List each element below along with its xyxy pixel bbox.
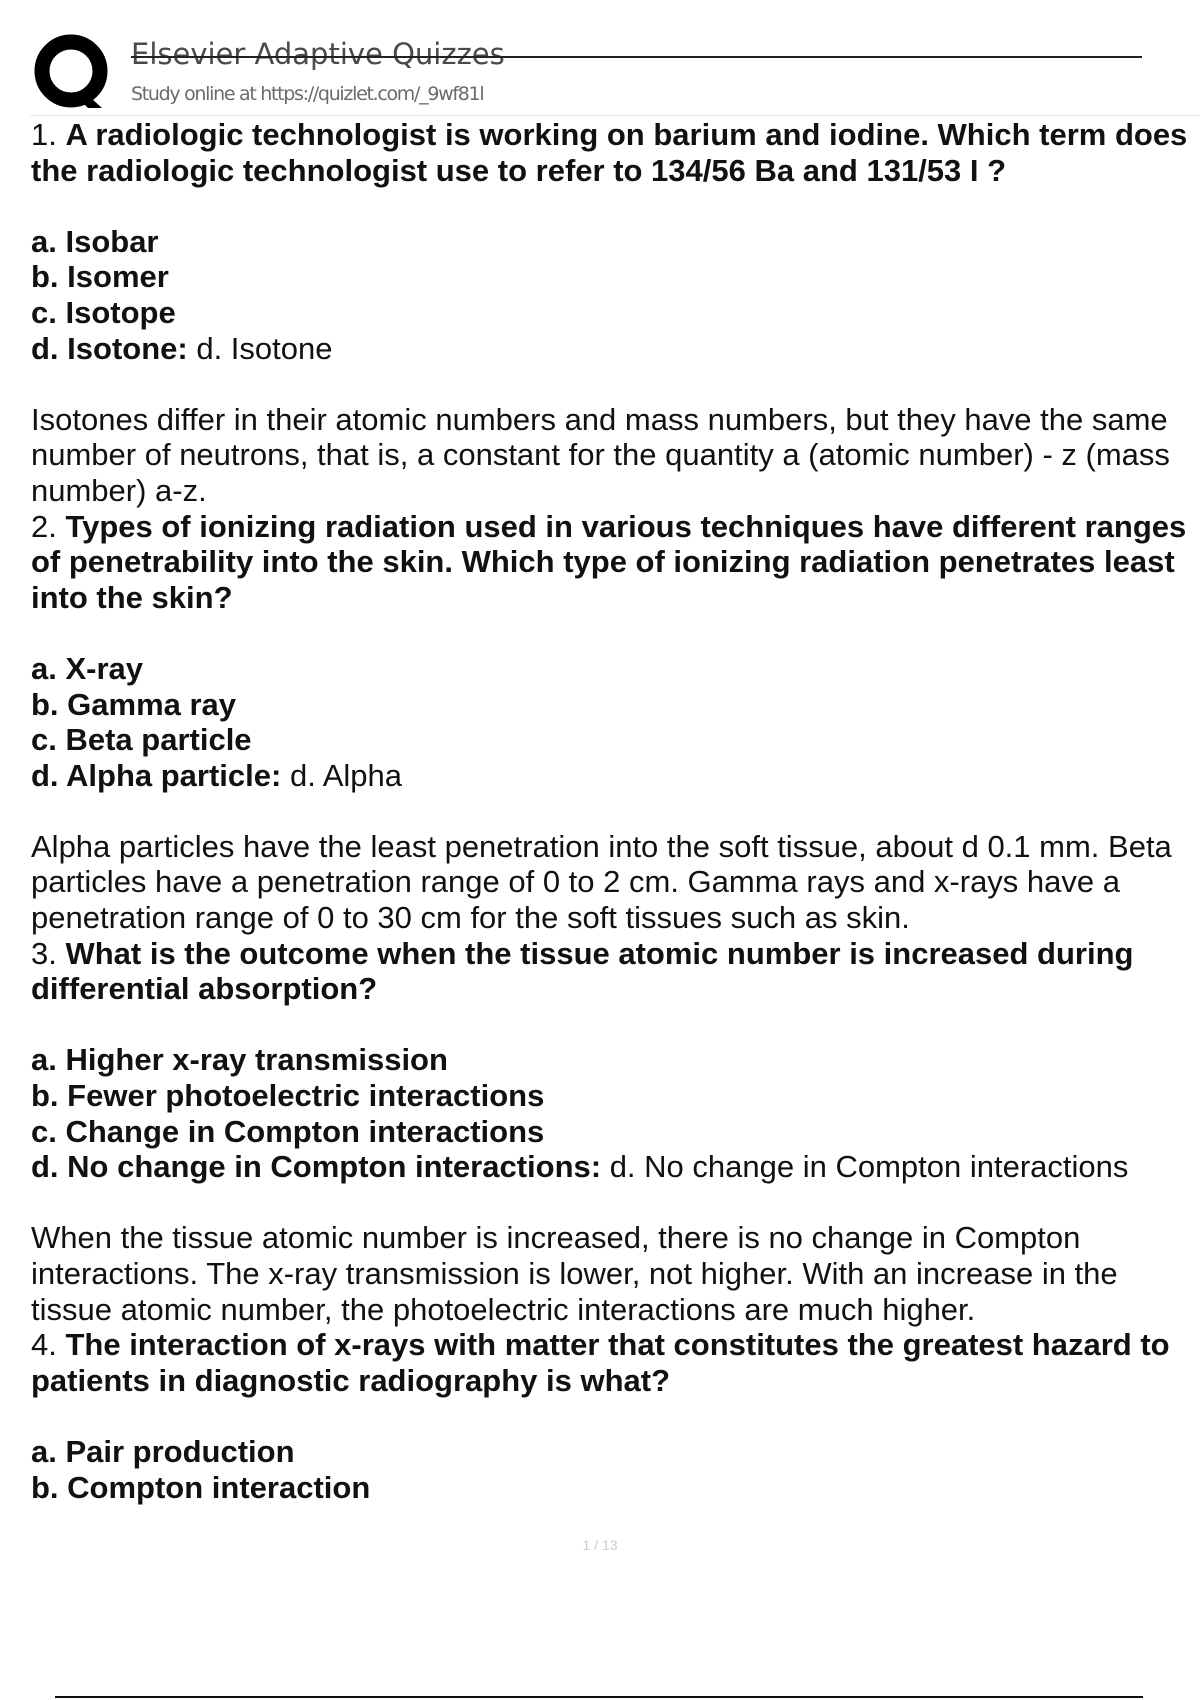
question-text: A radiologic technologist is working on barium and iodine. Which term does the radiologic technologist use to refer to 134/56 Ba and 131/53 I ? [31, 117, 1188, 188]
answer-text: d. No change in Compton interactions [601, 1149, 1129, 1185]
answer-text: d. Alpha [281, 757, 402, 793]
question-number: 2. [31, 508, 66, 544]
option-b: b. Fewer photoelectric interactions [31, 1078, 545, 1114]
option-d [31, 1149, 1200, 1185]
quiz-content [31, 117, 1200, 1505]
option-d-label: d. Isotone: [31, 330, 188, 366]
option-c: c. Isotope [31, 294, 176, 330]
header-rule [131, 56, 1142, 58]
options-list [31, 224, 1200, 366]
question-stem [31, 936, 1200, 1007]
footer-rule [55, 1696, 1143, 1698]
question-2 [31, 509, 1200, 936]
header-divider [30, 115, 1200, 116]
explanation-text: Isotones differ in their atomic numbers and mass numbers, but they have the same number of neutrons, that is, a constant for the quantity a (atomic number) - z (mass number) a-z. [31, 401, 1170, 508]
option-a: a. X-ray [31, 650, 144, 686]
question-stem [31, 1327, 1200, 1398]
question-1 [31, 117, 1200, 509]
option-d-label: d. Alpha particle: [31, 757, 282, 793]
answer-text: d. Isotone [187, 330, 333, 366]
option-d [31, 758, 1200, 794]
question-4 [31, 1327, 1200, 1505]
option-a: a. Higher x-ray transmission [31, 1042, 448, 1078]
question-text: Types of ionizing radiation used in various techniques have different ranges of penetrability into the skin. Which type of ionizing radiation penetrates least into the skin? [31, 508, 1187, 615]
option-d [31, 331, 1200, 367]
quizlet-logo-icon [30, 32, 112, 114]
option-c: c. Change in Compton interactions [31, 1113, 545, 1149]
question-stem [31, 117, 1200, 188]
question-number: 4. [31, 1327, 66, 1363]
explanation-text: Alpha particles have the least penetration into the soft tissue, about d 0.1 mm. Beta particles have a penetration range of 0 to 2 cm. Gamma rays and x-rays have a penetration range of 0 to 30 cm for the soft tissues such as skin. [31, 828, 1172, 936]
question-text: What is the outcome when the tissue atomic number is increased during differential absorption? [31, 935, 1134, 1007]
document-title: Elsevier Adaptive Quizzes [131, 37, 505, 71]
question-3 [31, 936, 1200, 1328]
option-b: b. Compton interaction [31, 1469, 371, 1505]
option-b: b. Gamma ray [31, 686, 237, 722]
question-number: 3. [31, 935, 66, 971]
question-number: 1. [31, 117, 66, 152]
option-a: a. Pair production [31, 1433, 295, 1469]
options-list [31, 1434, 1200, 1505]
options-list [31, 651, 1200, 793]
option-d-label: d. No change in Compton interactions: [31, 1149, 602, 1185]
option-b: b. Isomer [31, 259, 169, 295]
option-a: a. Isobar [31, 223, 159, 259]
page-number: 1 / 13 [582, 1537, 618, 1553]
question-stem [31, 509, 1200, 616]
study-online-link[interactable]: Study online at https://quizlet.com/_9wf81l [131, 83, 484, 105]
explanation-text: When the tissue atomic number is increased, there is no change in Compton interactions. The x-ray transmission is lower, not higher. With an increase in the tissue atomic number, the photoelectric interactions are much higher. [31, 1220, 1118, 1327]
option-c: c. Beta particle [31, 722, 252, 758]
page-header [0, 0, 1200, 120]
options-list [31, 1042, 1200, 1184]
question-text: The interaction of x-rays with matter that constitutes the greatest hazard to patients in diagnostic radiography is what? [31, 1327, 1170, 1398]
